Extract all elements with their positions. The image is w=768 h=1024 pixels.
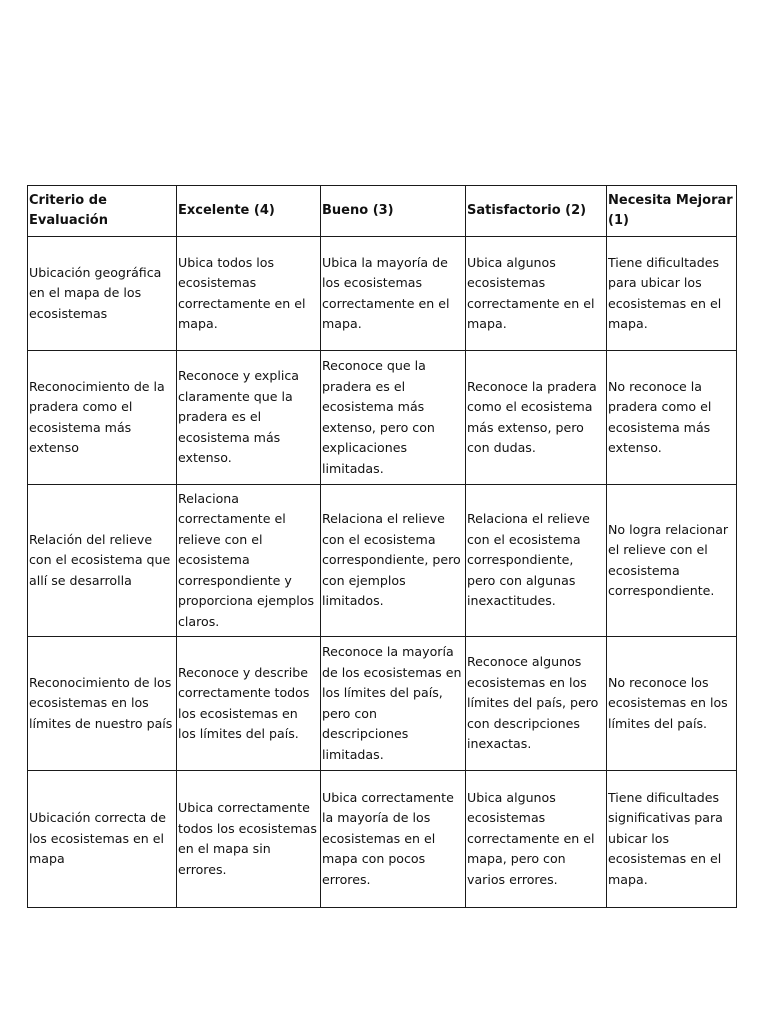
evaluation-rubric-table	[27, 185, 737, 908]
necesita-mejorar-cell: Tiene dificultades para ubicar los ecosistemas en el mapa.	[607, 237, 737, 351]
excelente-cell: Ubica todos los ecosistemas correctamente en el mapa.	[177, 237, 321, 351]
necesita-mejorar-cell: No reconoce la pradera como el ecosistema más extenso.	[607, 351, 737, 485]
necesita-mejorar-cell: No reconoce los ecosistemas en los límites del país.	[607, 637, 737, 771]
satisfactorio-cell: Reconoce algunos ecosistemas en los límites del país, pero con descripciones inexactas.	[466, 637, 607, 771]
excelente-cell: Relaciona correctamente el relieve con el ecosistema correspondiente y proporciona ejemplos claros.	[177, 485, 321, 637]
table-row	[28, 771, 737, 908]
bueno-cell: Ubica correctamente la mayoría de los ecosistemas en el mapa con pocos errores.	[321, 771, 466, 908]
satisfactorio-cell: Ubica algunos ecosistemas correctamente en el mapa.	[466, 237, 607, 351]
header-bueno: Bueno (3)	[321, 186, 466, 237]
bueno-cell: Ubica la mayoría de los ecosistemas correctamente en el mapa.	[321, 237, 466, 351]
excelente-cell: Ubica correctamente todos los ecosistemas en el mapa sin errores.	[177, 771, 321, 908]
excelente-cell: Reconoce y describe correctamente todos los ecosistemas en los límites del país.	[177, 637, 321, 771]
bueno-cell: Reconoce la mayoría de los ecosistemas en los límites del país, pero con descripciones limitadas.	[321, 637, 466, 771]
satisfactorio-cell: Reconoce la pradera como el ecosistema más extenso, pero con dudas.	[466, 351, 607, 485]
header-satisfactorio: Satisfactorio (2)	[466, 186, 607, 237]
excelente-cell: Reconoce y explica claramente que la pradera es el ecosistema más extenso.	[177, 351, 321, 485]
criterion-cell: Ubicación correcta de los ecosistemas en el mapa	[28, 771, 177, 908]
table-row	[28, 237, 737, 351]
header-necesita-mejorar: Necesita Mejorar (1)	[607, 186, 737, 237]
satisfactorio-cell: Relaciona el relieve con el ecosistema correspondiente, pero con algunas inexactitudes.	[466, 485, 607, 637]
satisfactorio-cell: Ubica algunos ecosistemas correctamente en el mapa, pero con varios errores.	[466, 771, 607, 908]
header-excelente: Excelente (4)	[177, 186, 321, 237]
header-criterio: Criterio de Evaluación	[28, 186, 177, 237]
necesita-mejorar-cell: Tiene dificultades significativas para ubicar los ecosistemas en el mapa.	[607, 771, 737, 908]
criterion-cell: Ubicación geográfica en el mapa de los ecosistemas	[28, 237, 177, 351]
table-header-row	[28, 186, 737, 237]
necesita-mejorar-cell: No logra relacionar el relieve con el ecosistema correspondiente.	[607, 485, 737, 637]
table-row	[28, 485, 737, 637]
criterion-cell: Reconocimiento de los ecosistemas en los límites de nuestro país	[28, 637, 177, 771]
criterion-cell: Reconocimiento de la pradera como el ecosistema más extenso	[28, 351, 177, 485]
table-row	[28, 351, 737, 485]
criterion-cell: Relación del relieve con el ecosistema que allí se desarrolla	[28, 485, 177, 637]
bueno-cell: Relaciona el relieve con el ecosistema correspondiente, pero con ejemplos limitados.	[321, 485, 466, 637]
table-row	[28, 637, 737, 771]
bueno-cell: Reconoce que la pradera es el ecosistema más extenso, pero con explicaciones limitadas.	[321, 351, 466, 485]
